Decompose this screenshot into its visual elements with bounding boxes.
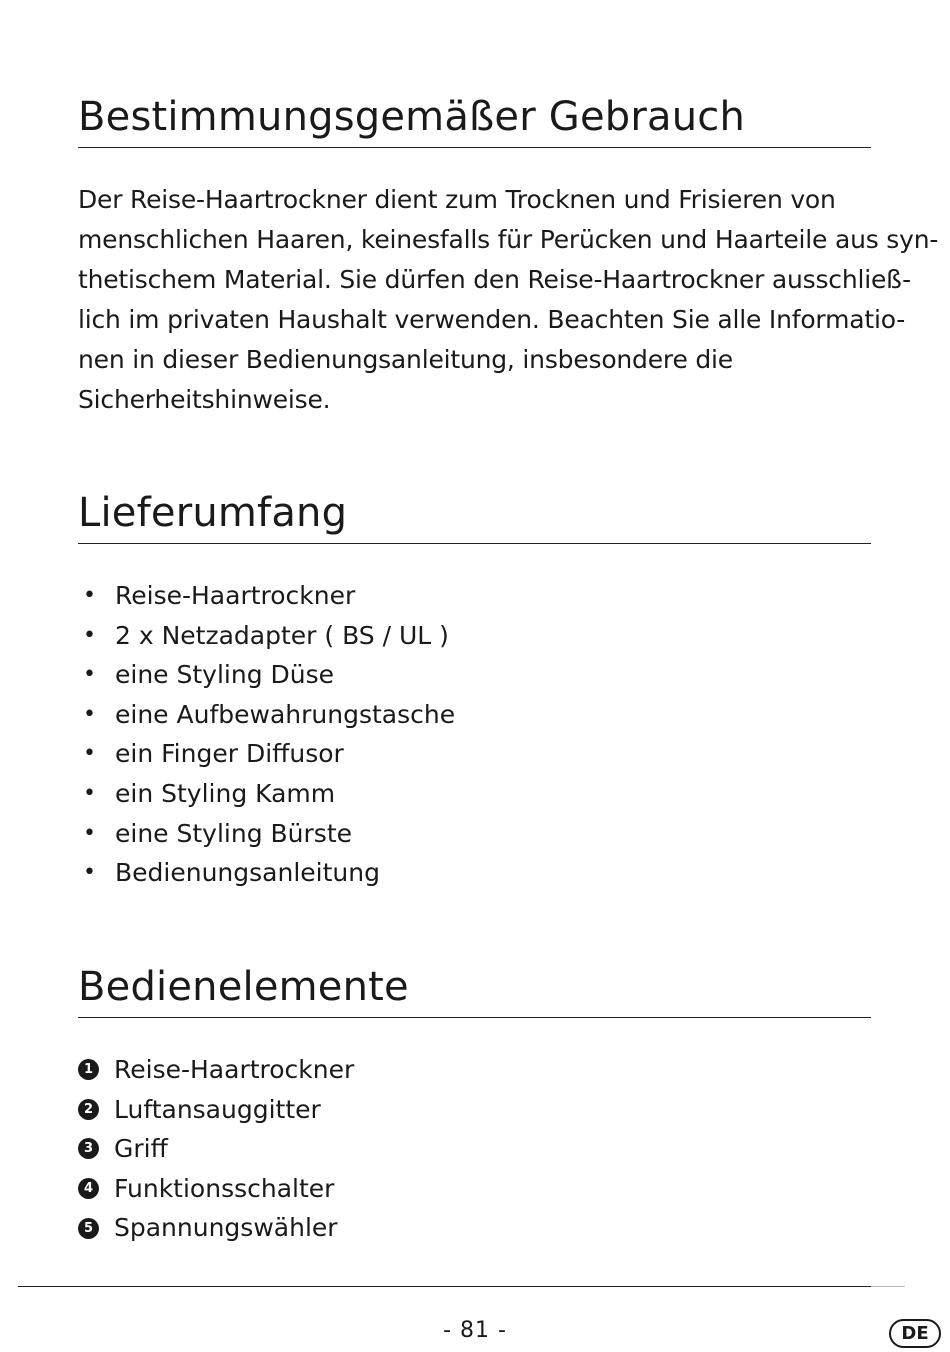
paragraph-line: Der Reise-Haartrockner dient zum Trocknen und Frisieren von xyxy=(78,185,836,214)
page-number: - 81 - xyxy=(443,1318,507,1343)
number-badge-icon: 1 xyxy=(78,1059,99,1080)
bullet-icon: • xyxy=(83,701,96,727)
language-badge: DE xyxy=(889,1319,941,1348)
list-item: • Reise-Haartrockner xyxy=(78,576,871,616)
section-controls xyxy=(78,963,871,1248)
list-item: • Bedienungsanleitung xyxy=(78,853,871,893)
bullet-icon: • xyxy=(83,780,96,806)
footer-divider-end xyxy=(871,1286,905,1287)
bullet-icon: • xyxy=(83,662,96,688)
bullet-icon: • xyxy=(83,622,96,648)
intended-use-paragraph xyxy=(78,180,939,420)
paragraph-line: lich im privaten Haushalt verwenden. Beachten Sie alle Informatio- xyxy=(78,305,906,334)
number-badge-icon: 3 xyxy=(78,1138,99,1159)
number-badge-icon: 5 xyxy=(78,1218,99,1239)
list-item: 4 Funktionsschalter xyxy=(78,1169,871,1209)
paragraph-line: nen in dieser Bedienungsanleitung, insbesondere die xyxy=(78,345,733,374)
number-badge-icon: 4 xyxy=(78,1178,99,1199)
bullet-icon: • xyxy=(83,820,96,846)
list-item: 5 Spannungswähler xyxy=(78,1208,871,1248)
bullet-icon: • xyxy=(83,583,96,608)
list-item: • ein Finger Diffusor xyxy=(78,734,871,774)
heading-controls: Bedienelemente xyxy=(78,963,871,1018)
bullet-icon: • xyxy=(83,741,96,767)
paragraph-line: thetischem Material. Sie dürfen den Reise-Haartrockner ausschließ- xyxy=(78,265,912,294)
list-item: • ein Styling Kamm xyxy=(78,774,871,814)
paragraph-line: menschlichen Haaren, keinesfalls für Perücken und Haarteile aus syn- xyxy=(78,225,939,254)
list-item: • eine Styling Düse xyxy=(78,655,871,695)
list-item: • eine Aufbewahrungstasche xyxy=(78,695,871,735)
controls-list xyxy=(78,1050,871,1248)
bullet-icon: • xyxy=(83,860,96,886)
heading-scope-of-delivery: Lieferumfang xyxy=(78,489,871,544)
delivery-list xyxy=(78,576,871,893)
list-item: 3 Griff xyxy=(78,1129,871,1169)
paragraph-line: Sicherheitshinweise. xyxy=(78,385,331,414)
list-item: • eine Styling Bürste xyxy=(78,814,871,854)
list-item: 1 Reise-Haartrockner xyxy=(78,1050,871,1090)
footer-divider xyxy=(18,1286,871,1287)
section-intended-use xyxy=(78,93,939,420)
section-scope-of-delivery xyxy=(78,489,871,893)
list-item: • 2 x Netzadapter ( BS / UL ) xyxy=(78,616,871,656)
list-item: 2 Luftansauggitter xyxy=(78,1090,871,1130)
heading-intended-use: Bestimmungsgemäßer Gebrauch xyxy=(78,93,871,148)
number-badge-icon: 2 xyxy=(78,1099,99,1120)
